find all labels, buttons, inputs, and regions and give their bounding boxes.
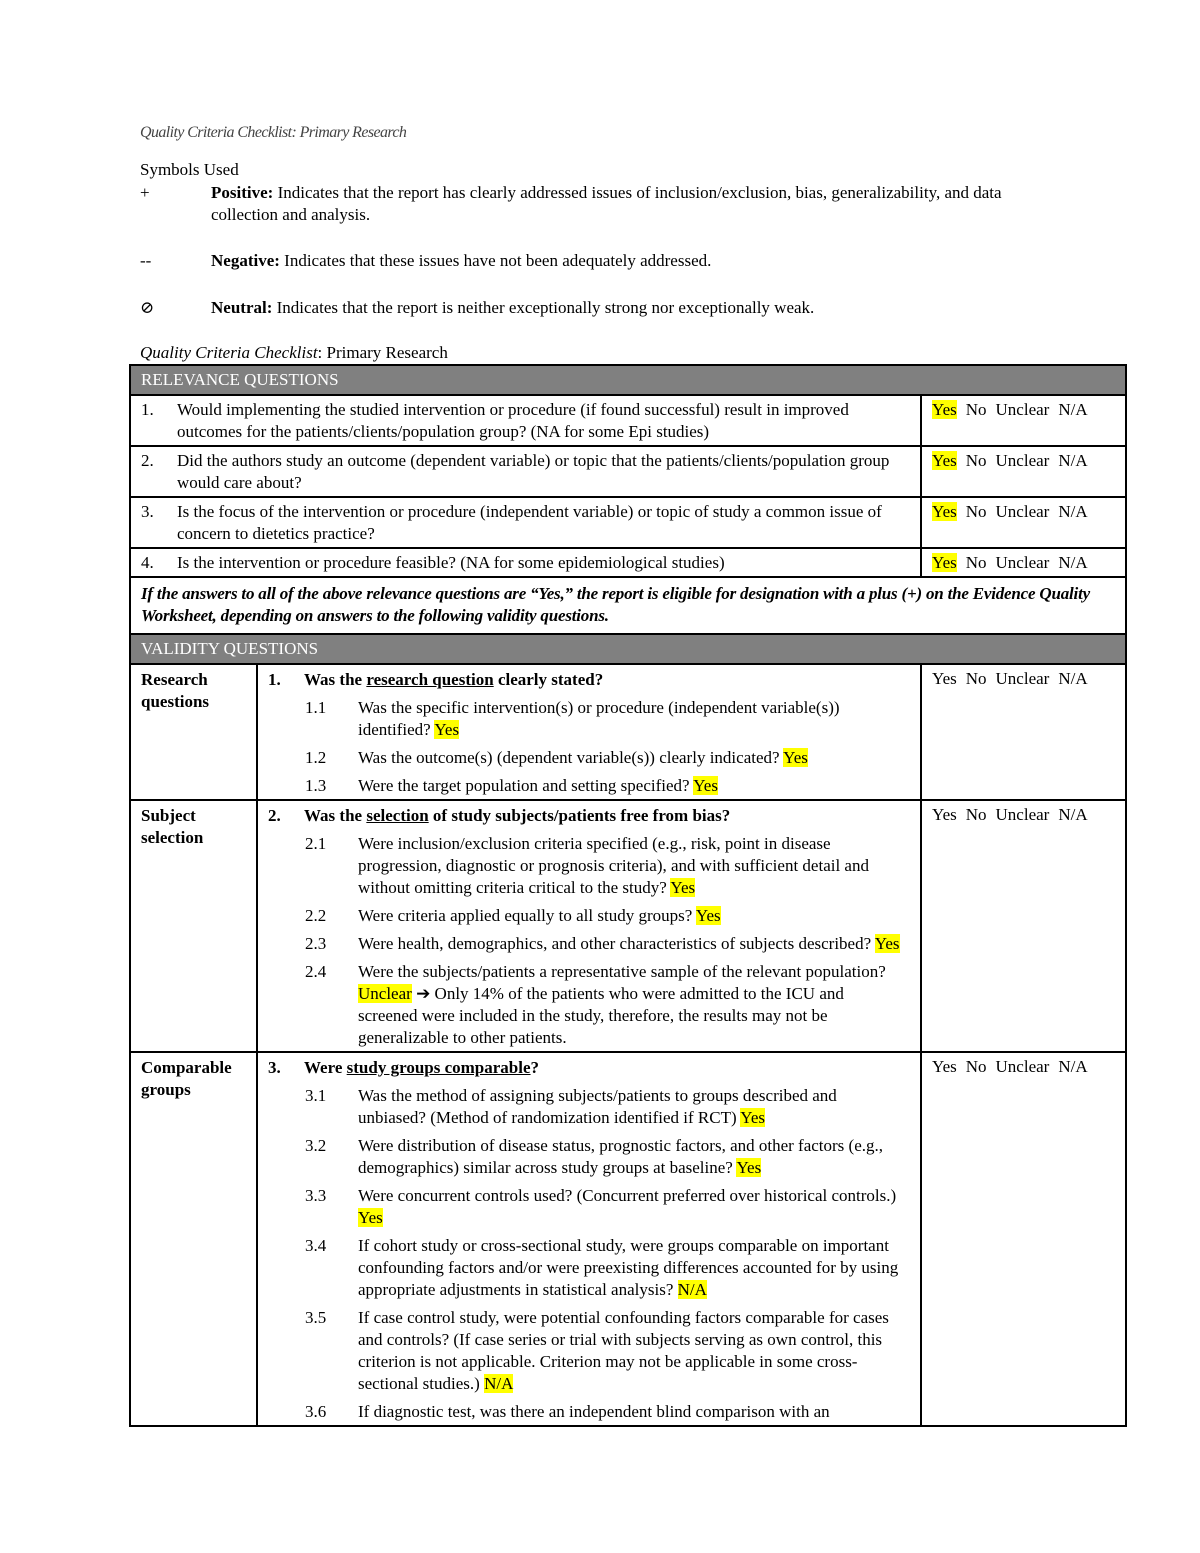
answer-options[interactable] bbox=[921, 446, 1126, 497]
relevance-question-row: 1. Would implementing the studied intervention or procedure (if found successful) result in improved outcomes for the patients/clients/population group? (NA for some Epi studies) Yes No Unclear N/A bbox=[130, 395, 1126, 446]
table-caption: Quality Criteria Checklist: Primary Research bbox=[140, 343, 448, 362]
answer-options[interactable] bbox=[921, 1052, 1126, 1426]
answer-yes[interactable]: Yes bbox=[932, 1057, 957, 1076]
sub-question: 1.3 Were the target population and setting specified? Yes bbox=[305, 776, 718, 795]
answer-options[interactable] bbox=[921, 395, 1126, 446]
quality-checklist-table bbox=[129, 364, 1127, 1427]
answer-na[interactable]: N/A bbox=[1058, 451, 1088, 470]
answer-unclear[interactable]: Unclear bbox=[995, 805, 1050, 824]
answer-unclear[interactable]: Unclear bbox=[995, 400, 1050, 419]
symbol-description: Indicates that these issues have not been adequately addressed. bbox=[284, 251, 712, 270]
category-label: Comparable groups bbox=[130, 1052, 257, 1426]
answer-yes[interactable]: Yes bbox=[932, 669, 957, 688]
answer-no[interactable]: No bbox=[965, 1057, 987, 1076]
sub-question: 2.3 Were health, demographics, and other characteristics of subjects described? Yes bbox=[305, 934, 900, 953]
validity-question: 2. Was the selection of study subjects/patients free from bias? bbox=[268, 806, 731, 825]
relevance-question-row: 2. Did the authors study an outcome (dependent variable) or topic that the patients/clients/population group would care about? Yes No Unclear N/A bbox=[130, 446, 1126, 497]
sub-answer: Yes bbox=[695, 906, 721, 925]
answer-na[interactable]: N/A bbox=[1058, 669, 1088, 688]
answer-na[interactable]: N/A bbox=[1058, 553, 1088, 572]
sub-question: 1.1 Was the specific intervention(s) or procedure (independent variable(s)) identified? Yes bbox=[305, 698, 840, 739]
answer-na[interactable]: N/A bbox=[1058, 805, 1088, 824]
symbol-description: Indicates that the report has clearly addressed issues of inclusion/exclusion, bias, generalizability, and data collection and analysis. bbox=[211, 183, 1002, 224]
answer-yes-selected[interactable]: Yes bbox=[932, 502, 957, 521]
sub-answer: Yes bbox=[670, 878, 696, 897]
sub-answer: Yes bbox=[740, 1108, 765, 1127]
relevance-question-row: 3. Is the focus of the intervention or procedure (independent variable) or topic of study a common issue of concern to dietetics practice? Yes No Unclear N/A bbox=[130, 497, 1126, 548]
sub-question: 2.2 Were criteria applied equally to all study groups? Yes bbox=[305, 906, 721, 925]
sub-answer: Yes bbox=[693, 776, 718, 795]
answer-no[interactable]: No bbox=[965, 502, 987, 521]
sub-question: 1.2 Was the outcome(s) (dependent variable(s)) clearly indicated? Yes bbox=[305, 748, 808, 767]
answer-unclear[interactable]: Unclear bbox=[995, 451, 1050, 470]
answer-yes-selected[interactable]: Yes bbox=[932, 400, 957, 419]
symbol-description: Indicates that the report is neither exceptionally strong nor exceptionally weak. bbox=[276, 298, 815, 317]
sub-question: 3.3 Were concurrent controls used? (Concurrent preferred over historical controls.) Yes bbox=[305, 1186, 897, 1227]
answer-unclear[interactable]: Unclear bbox=[995, 1057, 1050, 1076]
answer-no[interactable]: No bbox=[965, 805, 987, 824]
relevance-question-row: 4. Is the intervention or procedure feasible? (NA for some epidemiological studies) Yes No Unclear N/A bbox=[130, 548, 1126, 577]
validity-question: 1. Was the research question clearly stated? bbox=[268, 670, 604, 689]
validity-section-header: VALIDITY QUESTIONS bbox=[130, 634, 1126, 664]
sub-answer: Yes bbox=[358, 1208, 383, 1227]
sub-question: 2.1 Were inclusion/exclusion criteria specified (e.g., risk, point in disease progression, diagnostic or prognosis criteria), and with sufficient detail and without omitting criteria critical to the study? Yes bbox=[305, 834, 869, 897]
category-label: Research questions bbox=[130, 664, 257, 800]
answer-unclear[interactable]: Unclear bbox=[995, 669, 1050, 688]
answer-yes-selected[interactable]: Yes bbox=[932, 553, 957, 572]
answer-na[interactable]: N/A bbox=[1058, 400, 1088, 419]
sub-question: 3.2 Were distribution of disease status, prognostic factors, and other factors (e.g., demographics) similar across study groups at baseline? Yes bbox=[305, 1136, 884, 1177]
sub-question: 3.4 If cohort study or cross-sectional study, were groups comparable on important confounding factors and/or were preexisting differences accounted for by using appropriate adjustments in statistical analysis? N/A bbox=[305, 1236, 899, 1299]
sub-answer: Unclear bbox=[358, 984, 412, 1003]
category-label: Subject selection bbox=[130, 800, 257, 1052]
validity-section-row bbox=[130, 664, 1126, 800]
sub-answer: N/A bbox=[484, 1374, 514, 1393]
symbol-label: Positive: bbox=[211, 183, 274, 202]
answer-na[interactable]: N/A bbox=[1058, 502, 1088, 521]
answer-unclear[interactable]: Unclear bbox=[995, 553, 1050, 572]
answer-options[interactable] bbox=[921, 664, 1126, 800]
answer-yes-selected[interactable]: Yes bbox=[932, 451, 957, 470]
sub-answer: N/A bbox=[677, 1280, 707, 1299]
symbol-mark: -- bbox=[140, 251, 152, 270]
relevance-note: If the answers to all of the above relevance questions are “Yes,” the report is eligible for designation with a plus (+) on the Evidence Quality Worksheet, depending on answers to the following validity questions. bbox=[130, 577, 1126, 634]
answer-yes[interactable]: Yes bbox=[932, 805, 957, 824]
sub-question: 2.4 Were the subjects/patients a representative sample of the relevant population? Unclear ➔ Only 14% of the patients who were admitted to the ICU and screened were included in the study, therefore, the results may not be generalizable to other patients. bbox=[305, 962, 886, 1047]
answer-no[interactable]: No bbox=[965, 553, 987, 572]
answer-options[interactable] bbox=[921, 548, 1126, 577]
answer-na[interactable]: N/A bbox=[1058, 1057, 1088, 1076]
validity-section-row bbox=[130, 800, 1126, 1052]
sub-question: 3.6 If diagnostic test, was there an independent blind comparison with an bbox=[305, 1402, 830, 1421]
answer-no[interactable]: No bbox=[965, 669, 987, 688]
symbol-label: Negative: bbox=[211, 251, 280, 270]
sub-answer: Yes bbox=[874, 934, 900, 953]
answer-unclear[interactable]: Unclear bbox=[995, 502, 1050, 521]
sub-question: 3.5 If case control study, were potential confounding factors comparable for cases and controls? (If case series or trial with subjects serving as own control, this criterion is not applicable. Criterion may not be applicable in some cross-sectional studies.) N/A bbox=[305, 1308, 889, 1393]
answer-no[interactable]: No bbox=[965, 451, 987, 470]
validity-question: 3. Were study groups comparable? bbox=[268, 1058, 540, 1077]
sub-question: 3.1 Was the method of assigning subjects/patients to groups described and unbiased? (Method of randomization identified if RCT) Yes bbox=[305, 1086, 837, 1127]
symbols-heading: Symbols Used bbox=[140, 160, 239, 179]
page-header-title: Quality Criteria Checklist: Primary Research bbox=[140, 124, 407, 141]
answer-no[interactable]: No bbox=[965, 400, 987, 419]
answer-options[interactable] bbox=[921, 800, 1126, 1052]
validity-section-row bbox=[130, 1052, 1126, 1426]
symbol-label: Neutral: bbox=[211, 298, 273, 317]
answer-options[interactable] bbox=[921, 497, 1126, 548]
sub-answer: Yes bbox=[783, 748, 808, 767]
sub-answer: Yes bbox=[736, 1158, 762, 1177]
sub-answer: Yes bbox=[434, 720, 460, 739]
sub-answer-comment: ➔ Only 14% of the patients who were admitted to the ICU and screened were included in the study, therefore, the results may not be generalizable to other patients. bbox=[358, 984, 844, 1047]
neutral-symbol-icon: ⊘ bbox=[140, 298, 155, 317]
symbol-mark: + bbox=[140, 183, 150, 202]
relevance-section-header: RELEVANCE QUESTIONS bbox=[130, 365, 1126, 395]
